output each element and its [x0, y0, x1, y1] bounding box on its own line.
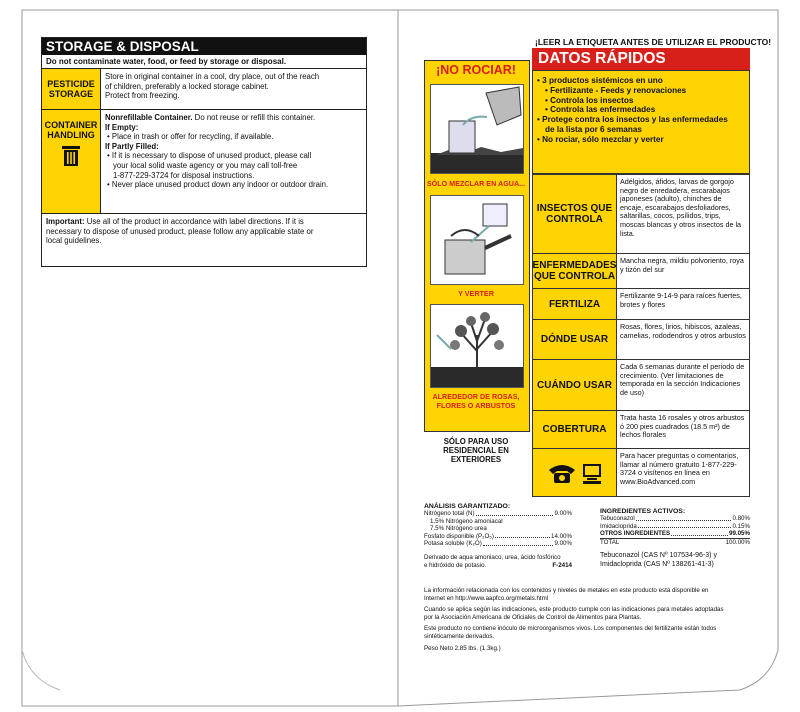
facts-table	[532, 174, 750, 497]
analysis-row	[424, 510, 572, 518]
nitrogen-total-label: Nitrógeno total (N)	[424, 510, 475, 517]
fertilize-label: FERTILIZA	[533, 289, 617, 319]
quick-fact: • Protege contra los insectos y las enfermedades	[537, 115, 728, 125]
container-handling-text: Nonrefillable Container. Do not reuse or refill this container. If Empty: • Place in trash or offer for recycling, if available. If Partly Filled: • If it is necessary to dispose of unused product, please call your local solid waste agency or you may call toll-free 1-877-229-3724 for disposal instructions. • Never place unused product down any indoor or outdoor drain.	[101, 110, 366, 213]
cas-line: Imidacloprida (CAS Nº 138261-41-3)	[600, 560, 714, 568]
facts-row-coverage	[533, 410, 749, 448]
quick-fact: • Controla las enfermedades	[545, 105, 656, 115]
insects-label: INSECTOS QUE CONTROLA	[533, 175, 617, 253]
when-label: CUÁNDO USAR	[533, 360, 617, 410]
derived-from-line: e hidróxido de potasio.	[424, 561, 487, 569]
no-spray-heading: ¡NO ROCIAR!	[436, 63, 516, 77]
when-text: Cada 6 semanas durante el periodo de crecimiento. (Ver limitaciones de temporada en la sección Indicaciones de uso)	[620, 362, 745, 397]
nitrogen-total-value: 9.00%	[554, 510, 572, 517]
storage-warning: Do not contaminate water, food, or feed by storage or disposal.	[42, 55, 366, 69]
coverage-label: COBERTURA	[533, 411, 617, 448]
container-handling-label	[42, 110, 101, 213]
around-caption	[424, 393, 528, 410]
quick-fact: • Controla los insectos	[545, 95, 634, 105]
total-value: 100.00%	[725, 538, 750, 546]
empty-bullet: Place in trash or offer for recycling, if available.	[111, 132, 274, 142]
tebuconazole-label: Tebuconazol	[600, 515, 635, 522]
container-handling-row	[42, 110, 366, 214]
info-line: La información relacionada con los contenidos y niveles de metales en este producto está disponible en	[424, 587, 709, 594]
coverage-text: Trata hasta 16 rosales y otros arbustos ó 200 pies cuadrados (18.5 m²) de lechos florales	[620, 413, 745, 440]
phosphate-value: 14.00%	[551, 532, 572, 540]
quick-facts-title: DATOS RÁPIDOS	[532, 48, 750, 70]
if-empty-heading: If Empty:	[105, 122, 139, 132]
storage-title: STORAGE & DISPOSAL	[42, 38, 366, 55]
pour-illustration	[430, 195, 524, 285]
pesticide-storage-label	[42, 69, 101, 109]
guaranteed-analysis	[424, 503, 572, 569]
tebuconazole-value: 0.80%	[732, 515, 750, 522]
pesticide-text-line: of children, preferably a locked storage cabinet.	[105, 81, 269, 91]
active-ingredients	[600, 508, 750, 570]
important-heading: Important:	[46, 217, 85, 226]
important-line: Use all of the product in accordance with label directions. If it is	[84, 217, 304, 226]
pesticide-storage-row	[42, 69, 366, 110]
important-line: local guidelines.	[46, 236, 102, 246]
trash-can-icon	[61, 145, 81, 167]
partly-bullet-line: 1-877-229-3724 for disposal instructions.	[113, 170, 255, 180]
analysis-row	[424, 540, 572, 548]
mix-in-water-illustration	[430, 84, 524, 174]
other-ingredients-label: OTROS INGREDIENTES	[600, 530, 671, 538]
metals-info	[424, 587, 769, 652]
total-label: TOTAL	[600, 538, 620, 546]
around-caption-line: FLORES O ARBUSTOS	[436, 400, 516, 410]
facts-row-fertilize	[533, 288, 749, 319]
important-line: necessary to dispose of unused product, please follow any applicable state or	[46, 226, 314, 236]
analysis-heading: ANÁLISIS GARANTIZADO:	[424, 503, 511, 510]
pesticide-storage-text	[101, 69, 366, 109]
nonrefillable-heading: Nonrefillable Container.	[105, 113, 193, 122]
facts-row-insects	[533, 174, 749, 253]
info-line: por la Asociación Americana de Oficiales de Control de Alimentos para Plantas.	[424, 613, 642, 621]
ingredient-row	[600, 523, 750, 531]
cas-line: Tebuconazol (CAS Nº 107534-96-3) y	[600, 552, 717, 560]
ingredient-row	[600, 530, 750, 538]
important-note	[42, 214, 366, 249]
contact-icons	[533, 449, 617, 496]
pesticide-text-line: Protect from freezing.	[105, 91, 180, 101]
fertilize-text: Fertilizante 9-14-9 para raíces fuertes, brotes y flores	[620, 291, 742, 309]
net-weight: Peso Neto 2.85 lbs. (1.3kg.)	[424, 644, 501, 652]
info-line: Cuando se aplica según las indicaciones, este producto cumple con las indicaciones para metales adoptadas	[424, 606, 724, 614]
container-label-line1: CONTAINER	[44, 120, 98, 130]
info-line: Internet en http://www.aapfco.org/metals.html	[424, 594, 549, 602]
formula-code: F-2414	[552, 561, 572, 569]
pesticide-label-line2: STORAGE	[48, 89, 94, 99]
insects-text: Adélgidos, áfidos, larvas de gorgojo negro de enredadera, escarabajos japoneses (adulto), chinches de encaje, escarabajos desfoliadores, saltarillas, cocos, psílidos, trips, moscas blancas y otros insectos de la lista.	[620, 177, 742, 238]
nonrefillable-text: Do not reuse or refill this container.	[192, 113, 316, 122]
where-text: Rosas, flores, lirios, hibiscos, azaleas, camelias, rododendros y otros arbustos	[620, 322, 746, 340]
read-label-warning: ¡LEER LA ETIQUETA ANTES DE UTILIZAR EL PRODUCTO!	[535, 37, 772, 47]
nitrogen-urea: 7.5% Nitrógeno urea	[430, 525, 487, 533]
derived-row	[424, 562, 572, 570]
potash-value: 9.00%	[554, 540, 572, 548]
storage-disposal-box	[41, 37, 367, 267]
quick-fact: de la lista por 6 semanas	[545, 124, 642, 134]
diseases-label: ENFERMEDADES QUE CONTROLA	[533, 254, 617, 288]
if-partly-heading: If Partly Filled:	[105, 141, 159, 151]
telephone-icon	[547, 462, 577, 484]
phosphate-label: Fosfato disponible (P₂O₅)	[424, 532, 494, 540]
imidacloprid-value: 0.15%	[732, 522, 750, 530]
partly-bullet-line: your local solid waste agency or you may call toll-free	[113, 160, 298, 170]
residential-line: SÓLO PARA USO	[443, 437, 509, 446]
total-row	[600, 538, 750, 547]
nitrogen-ammoniacal: 1.5% Nitrógeno amoniacal	[430, 517, 503, 525]
potash-label: Potasa soluble (K₂O)	[424, 540, 482, 548]
residential-line: EXTERIORES	[450, 455, 502, 464]
facts-row-diseases	[533, 253, 749, 288]
info-line: sintéticamente derivados.	[424, 632, 495, 640]
around-shrubs-illustration	[430, 304, 524, 388]
ingredients-heading: INGREDIENTES ACTIVOS:	[600, 508, 686, 515]
quick-facts-list	[532, 70, 750, 174]
where-label: DÓNDE USAR	[533, 320, 617, 359]
quick-fact: • 3 productos sistémicos en uno	[537, 76, 663, 85]
watering-can-icon	[431, 196, 523, 284]
pour-bottle-icon	[431, 85, 523, 173]
pesticide-text-line: Store in original container in a cool, dry place, out of the reach	[105, 72, 320, 81]
container-label-line2: HANDLING	[47, 130, 95, 140]
analysis-row	[424, 533, 572, 541]
pour-caption: Y VERTER	[458, 289, 494, 298]
pesticide-label-line1: PESTICIDE	[47, 79, 95, 89]
derived-from-line: Derivado de aqua amoniaco, urea, ácido fosfórico	[424, 553, 561, 561]
quick-fact: • Fertilizante - Feeds y renovaciones	[545, 85, 687, 95]
drain-bullet: Never place unused product down any indoor or outdoor drain.	[111, 180, 329, 190]
around-caption-line: ALREDEDOR DE ROSAS,	[432, 392, 520, 401]
residential-line: RESIDENCIAL EN	[443, 446, 509, 455]
computer-icon	[581, 462, 603, 484]
mix-caption: SÓLO MEZCLAR EN AGUA...	[426, 179, 526, 188]
ingredient-row	[600, 515, 750, 523]
other-ingredients-value: 99.05%	[729, 530, 750, 538]
residential-use-note	[424, 437, 528, 464]
quick-fact: • No rociar, sólo mezclar y verter	[537, 134, 664, 144]
rose-bush-icon	[431, 305, 523, 387]
imidacloprid-label: Imidacloprida	[600, 522, 637, 530]
info-line: Este producto no contiene inóculo de microorganismos vivos. Los componentes del fertilizante están todos	[424, 625, 717, 633]
facts-row-contact	[533, 448, 749, 496]
partly-bullet-line: If it is necessary to dispose of unused product, please call	[111, 151, 312, 161]
contact-text: Para hacer preguntas o comentarios, llamar al número gratuito 1-877-229-3724 o visítenos en línea en www.BioAdvanced.com	[620, 451, 739, 486]
facts-row-where	[533, 319, 749, 359]
facts-row-when	[533, 359, 749, 410]
diseases-text: Mancha negra, mildiu polvoriento, roya y tizón del sur	[620, 256, 744, 274]
